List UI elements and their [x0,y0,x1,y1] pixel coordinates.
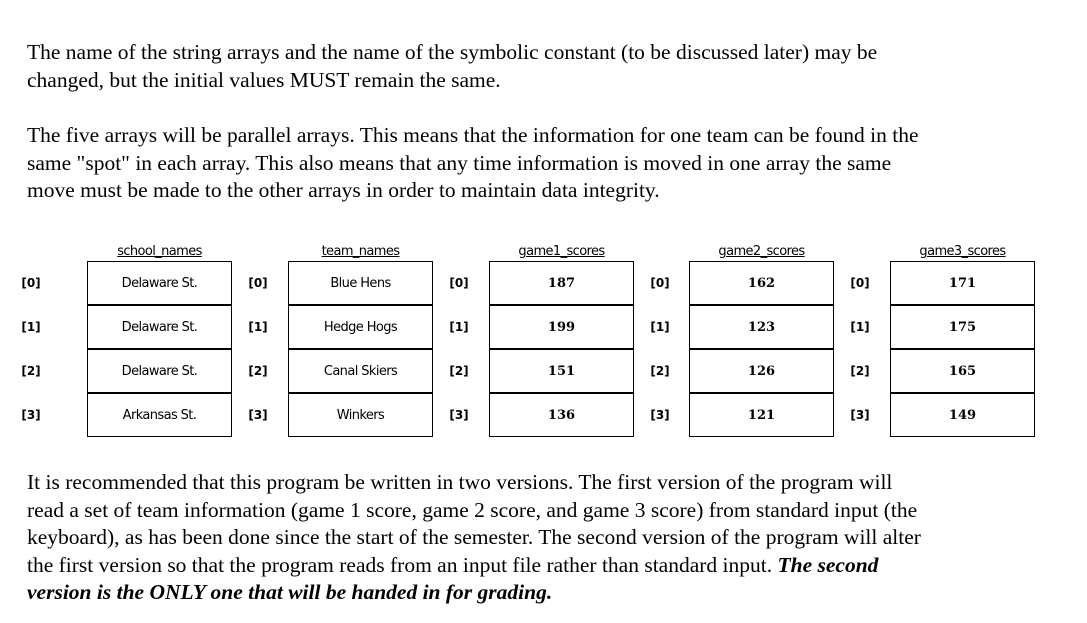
array-index-label: [0] [449,276,469,290]
array-cell: 136 [489,393,634,437]
array-cell: Delaware St. [87,349,232,393]
array-cell: Hedge Hogs [288,305,433,349]
text-line: read a set of team information (game 1 score, game 2 score, and game 3 score) from standard input (the [27,497,918,522]
array-index-label: [3] [650,408,670,422]
array-cell: 149 [890,393,1035,437]
array-index-label: [2] [850,364,870,378]
text-segment: the first version so that the program reads from an input file rather than standard input. [27,552,778,577]
text-line: move must be made to the other arrays in order to maintain data integrity. [27,178,660,202]
array-cell: Delaware St. [87,261,232,305]
array-name-game2-scores: game2_scores [718,244,805,259]
paragraph-parallel-arrays [27,122,919,205]
array-cell: Winkers [288,393,433,437]
emphasis-text: version is the ONLY one that will be handed in for grading. [27,580,553,604]
array-index-label: [2] [449,364,469,378]
array-cell: Delaware St. [87,305,232,349]
array-cell: 162 [689,261,834,305]
array-name-game3-scores: game3_scores [919,244,1006,259]
array-cell: Canal Skiers [288,349,433,393]
array-cell: 126 [689,349,834,393]
array-index-label: [0] [650,276,670,290]
array-index-label: [3] [21,408,41,422]
text-line: The five arrays will be parallel arrays. This means that the information for one team can be found in the [27,123,919,147]
array-index-label: [2] [21,364,41,378]
array-cell: 151 [489,349,634,393]
array-index-label: [2] [650,364,670,378]
array-index-label: [0] [21,276,41,290]
array-cell: 121 [689,393,834,437]
text-line: keyboard), as has been done since the start of the semester. The second version of the program will alter [27,525,921,549]
paragraph-names-constant [27,39,877,94]
array-cell: 187 [489,261,634,305]
array-name-game1-scores: game1_scores [518,244,605,259]
array-name-team-names: team_names [321,244,400,259]
array-index-label: [3] [248,408,268,422]
array-index-label: [0] [850,276,870,290]
array-index-label: [0] [248,276,268,290]
paragraph-two-versions [27,469,921,607]
array-cell: 171 [890,261,1035,305]
array-index-label: [1] [449,320,469,334]
text-line: It is recommended that this program be written in two versions. The first version of the program will [27,470,893,494]
array-name-school-names: school_names [117,244,202,259]
array-cell: 175 [890,305,1035,349]
array-cell: Arkansas St. [87,393,232,437]
array-cell: Blue Hens [288,261,433,305]
text-line [27,552,921,580]
text-line: same "spot" in each array. This also means that any time information is moved in one array the same [27,150,892,175]
text-line: changed, but the initial values MUST remain the same. [27,67,501,92]
array-index-label: [1] [650,320,670,334]
text-line: The name of the string arrays and the name of the symbolic constant (to be discussed later) may be [27,40,878,64]
emphasis-text: The second [777,552,879,577]
array-index-label: [1] [21,320,41,334]
array-index-label: [1] [248,320,268,334]
array-index-label: [1] [850,320,870,334]
array-index-label: [3] [449,408,469,422]
array-cell: 165 [890,349,1035,393]
array-index-label: [3] [850,408,870,422]
array-cell: 199 [489,305,634,349]
array-index-label: [2] [248,364,268,378]
array-cell: 123 [689,305,834,349]
